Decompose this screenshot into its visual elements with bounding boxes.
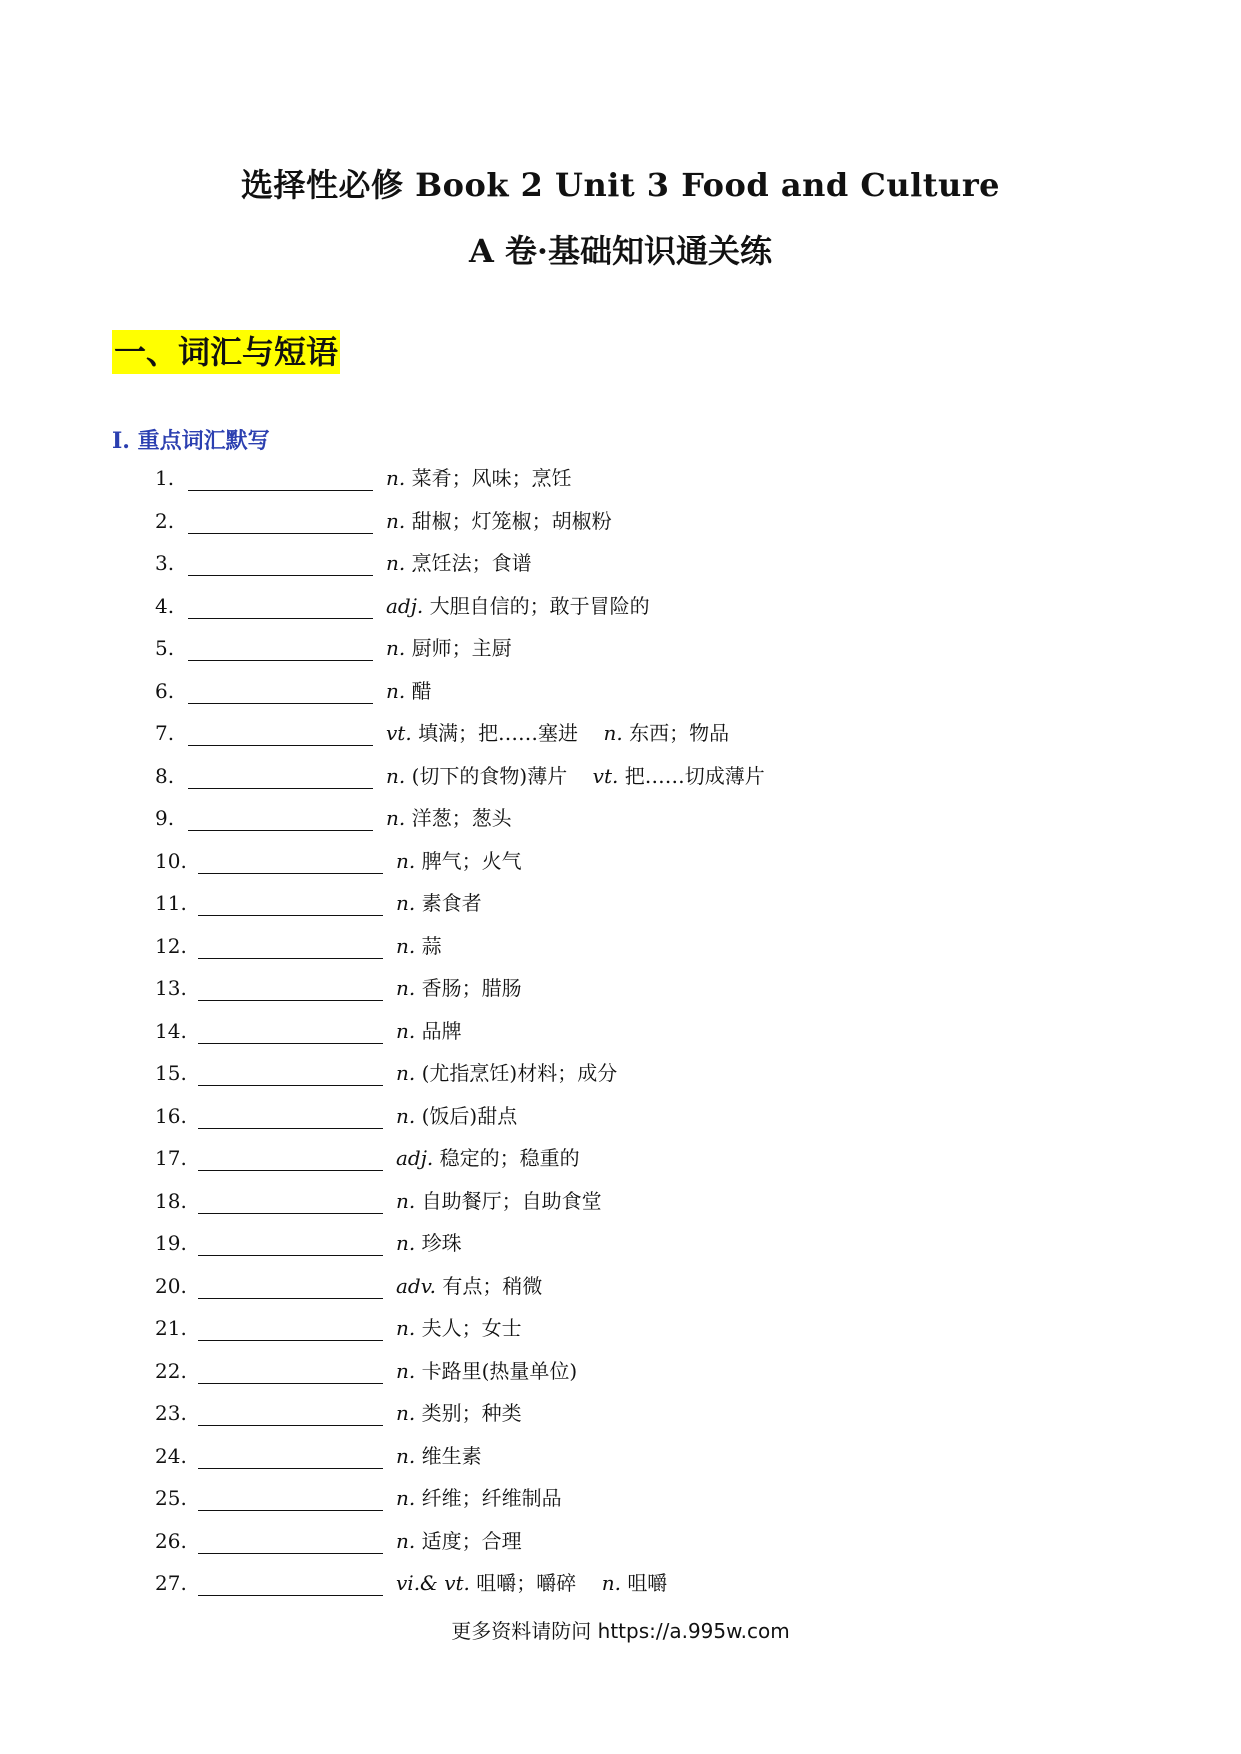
vocab-number: 25. (155, 1486, 187, 1510)
definition-text: 适度；合理 (421, 1528, 522, 1553)
definition-text: 把……切成薄片 (624, 763, 765, 788)
answer-blank[interactable] (188, 490, 373, 491)
vocab-meaning (396, 843, 522, 879)
vocab-list (0, 460, 1241, 1608)
vocab-number: 7. (155, 721, 175, 745)
definition-text: 夫人；女士 (421, 1316, 522, 1340)
vocab-item (0, 630, 1241, 673)
vocab-meaning (396, 1183, 602, 1219)
answer-blank[interactable] (198, 1298, 383, 1299)
part-of-speech: n. (386, 763, 406, 788)
part-of-speech: n. (396, 1188, 416, 1213)
vocab-meaning (386, 800, 512, 836)
vocab-meaning (386, 673, 432, 709)
part-of-speech: n. (396, 1103, 416, 1128)
answer-blank[interactable] (198, 1510, 383, 1511)
vocab-number: 5. (155, 636, 175, 660)
vocab-meaning (386, 503, 612, 539)
vocab-item (0, 970, 1241, 1013)
vocab-item (0, 928, 1241, 971)
vocab-meaning (396, 1353, 577, 1389)
definition-text: 有点；稍微 (442, 1273, 543, 1298)
vocab-item (0, 1098, 1241, 1141)
answer-blank[interactable] (198, 1128, 383, 1129)
definition-text: 大胆自信的；敢于冒险的 (429, 593, 650, 618)
part-of-speech: n. (396, 1528, 416, 1553)
part-of-speech: n. (386, 636, 406, 660)
vocab-item (0, 885, 1241, 928)
part-of-speech: n. (396, 1316, 416, 1340)
vocab-item (0, 1438, 1241, 1481)
definition-text: 醋 (411, 678, 432, 703)
part-of-speech: n. (396, 848, 416, 873)
vocab-number: 21. (155, 1316, 187, 1340)
definition-text: 脾气；火气 (421, 848, 522, 873)
part-of-speech: vt. (592, 763, 619, 788)
vocab-number: 23. (155, 1401, 187, 1425)
answer-blank[interactable] (188, 660, 373, 661)
vocab-number: 11. (155, 891, 187, 915)
vocab-number: 15. (155, 1061, 187, 1085)
answer-blank[interactable] (198, 1213, 383, 1214)
vocab-number: 16. (155, 1103, 187, 1128)
part-of-speech: adv. (396, 1273, 437, 1298)
answer-blank[interactable] (188, 830, 373, 831)
vocab-number: 18. (155, 1188, 187, 1213)
part-of-speech: n. (386, 508, 406, 533)
vocab-meaning (396, 1395, 522, 1431)
part-of-speech: n. (601, 1571, 621, 1595)
vocab-meaning (396, 1523, 522, 1559)
vocab-meaning (396, 928, 442, 964)
vocab-meaning (386, 758, 765, 794)
vocab-meaning (396, 1225, 462, 1261)
part-of-speech: n. (386, 806, 406, 830)
vocab-item (0, 800, 1241, 843)
answer-blank[interactable] (188, 575, 373, 576)
definition-text: 纤维；纤维制品 (421, 1486, 562, 1510)
vocab-number: 10. (155, 848, 187, 873)
footer-note: 更多资料请防问 https://a.995w.com (451, 1619, 790, 1643)
vocab-number: 26. (155, 1528, 187, 1553)
vocab-number: 13. (155, 976, 187, 1000)
part-of-speech: n. (386, 551, 406, 575)
definition-text: 东西；物品 (629, 721, 730, 745)
definition-text: (尤指烹饪)材料；成分 (421, 1061, 618, 1085)
answer-blank[interactable] (198, 1000, 383, 1001)
vocab-item (0, 843, 1241, 886)
answer-blank[interactable] (198, 1468, 383, 1469)
vocab-number: 6. (155, 678, 175, 703)
vocab-item (0, 1565, 1241, 1608)
vocab-number: 9. (155, 806, 175, 830)
vocab-meaning (396, 1268, 542, 1304)
answer-blank[interactable] (198, 1170, 383, 1171)
vocab-item (0, 1523, 1241, 1566)
definition-text: (饭后)甜点 (421, 1103, 518, 1128)
answer-blank[interactable] (198, 1595, 383, 1596)
definition-text: 珍珠 (421, 1231, 462, 1255)
vocab-number: 3. (155, 551, 175, 575)
part-of-speech: n. (396, 1061, 416, 1085)
definition-text: 自助餐厅；自助食堂 (421, 1188, 602, 1213)
part-of-speech: n. (396, 1443, 416, 1468)
definition-text: 填满；把……塞进 (418, 721, 579, 745)
answer-blank[interactable] (188, 533, 373, 534)
answer-blank[interactable] (198, 1553, 383, 1554)
part-of-speech: n. (396, 1358, 416, 1383)
vocab-item (0, 1395, 1241, 1438)
vocab-meaning (386, 460, 572, 496)
vocab-meaning (396, 1565, 667, 1601)
answer-blank[interactable] (198, 915, 383, 916)
vocab-number: 24. (155, 1443, 187, 1468)
vocab-item (0, 588, 1241, 631)
vocab-item (0, 1268, 1241, 1311)
definition-text: 咀嚼；嚼碎 (476, 1571, 577, 1595)
definition-text: 类别；种类 (421, 1401, 522, 1425)
vocab-meaning (396, 970, 522, 1006)
part-of-speech: n. (386, 678, 406, 703)
vocab-number: 12. (155, 933, 187, 958)
vocab-number: 20. (155, 1273, 187, 1298)
answer-blank[interactable] (198, 958, 383, 959)
vocab-meaning (396, 1310, 522, 1346)
vocab-item (0, 1353, 1241, 1396)
vocab-meaning (386, 715, 729, 751)
part-of-speech: n. (396, 1486, 416, 1510)
definition-text: 香肠；腊肠 (421, 976, 522, 1000)
part-of-speech: n. (386, 466, 406, 490)
vocab-meaning (386, 630, 512, 666)
section-heading: 一、词汇与短语 (112, 330, 340, 374)
answer-blank[interactable] (188, 788, 373, 789)
part-of-speech: n. (396, 1401, 416, 1425)
part-of-speech: adj. (396, 1146, 434, 1170)
vocab-item (0, 1013, 1241, 1056)
vocab-number: 4. (155, 593, 175, 618)
answer-blank[interactable] (198, 1383, 383, 1384)
vocab-item (0, 1480, 1241, 1523)
vocab-meaning (396, 1438, 482, 1474)
vocab-number: 17. (155, 1146, 187, 1170)
answer-blank[interactable] (188, 745, 373, 746)
definition-text: 维生素 (421, 1443, 482, 1468)
vocab-item (0, 503, 1241, 546)
vocab-number: 27. (155, 1571, 187, 1595)
definition-text: 素食者 (421, 891, 482, 915)
part-of-speech: n. (396, 976, 416, 1000)
vocab-meaning (396, 1480, 562, 1516)
part-of-speech: n. (396, 933, 416, 958)
vocab-number: 2. (155, 508, 175, 533)
answer-blank[interactable] (198, 1085, 383, 1086)
definition-text: 蒜 (421, 933, 442, 958)
vocab-number: 14. (155, 1018, 187, 1043)
part-of-speech: vt. (386, 721, 412, 745)
part-of-speech: n. (396, 1018, 416, 1043)
definition-text: 甜椒；灯笼椒；胡椒粉 (411, 508, 612, 533)
vocab-number: 8. (155, 763, 175, 788)
vocab-item (0, 673, 1241, 716)
vocab-item (0, 1183, 1241, 1226)
vocab-item (0, 758, 1241, 801)
vocab-item (0, 1225, 1241, 1268)
definition-text: 烹饪法；食谱 (411, 551, 532, 575)
part-of-speech: adj. (386, 593, 424, 618)
answer-blank[interactable] (198, 1340, 383, 1341)
answer-blank[interactable] (198, 1425, 383, 1426)
document-subtitle: A 卷·基础知识通关练 (468, 232, 773, 270)
answer-blank[interactable] (198, 873, 383, 874)
document-title: 选择性必修 Book 2 Unit 3 Food and Culture (240, 166, 1001, 204)
vocab-item (0, 1310, 1241, 1353)
definition-text: (切下的食物)薄片 (411, 763, 568, 788)
definition-text: 厨师；主厨 (411, 636, 512, 660)
part-of-speech: n. (396, 891, 416, 915)
vocab-item (0, 1055, 1241, 1098)
definition-text: 卡路里(热量单位) (421, 1358, 578, 1383)
vocab-number: 1. (155, 466, 175, 490)
vocab-number: 19. (155, 1231, 187, 1255)
sub-heading: I. 重点词汇默写 (112, 428, 270, 454)
vocab-meaning (386, 545, 532, 581)
part-of-speech: n. (396, 1231, 416, 1255)
vocab-item (0, 1140, 1241, 1183)
definition-text: 洋葱；葱头 (411, 806, 512, 830)
definition-text: 品牌 (421, 1018, 462, 1043)
vocab-meaning (396, 1013, 462, 1049)
answer-blank[interactable] (198, 1043, 383, 1044)
vocab-meaning (396, 1140, 580, 1176)
part-of-speech: vi.& vt. (396, 1571, 470, 1595)
vocab-item (0, 460, 1241, 503)
answer-blank[interactable] (188, 618, 373, 619)
vocab-meaning (396, 885, 482, 921)
part-of-speech: n. (603, 721, 623, 745)
definition-text: 菜肴；风味；烹饪 (411, 466, 572, 490)
answer-blank[interactable] (188, 703, 373, 704)
definition-text: 稳定的；稳重的 (439, 1146, 580, 1170)
definition-text: 咀嚼 (627, 1571, 668, 1595)
vocab-meaning (396, 1055, 617, 1091)
answer-blank[interactable] (198, 1255, 383, 1256)
vocab-item (0, 545, 1241, 588)
vocab-number: 22. (155, 1358, 187, 1383)
vocab-item (0, 715, 1241, 758)
vocab-meaning (386, 588, 650, 624)
vocab-meaning (396, 1098, 517, 1134)
